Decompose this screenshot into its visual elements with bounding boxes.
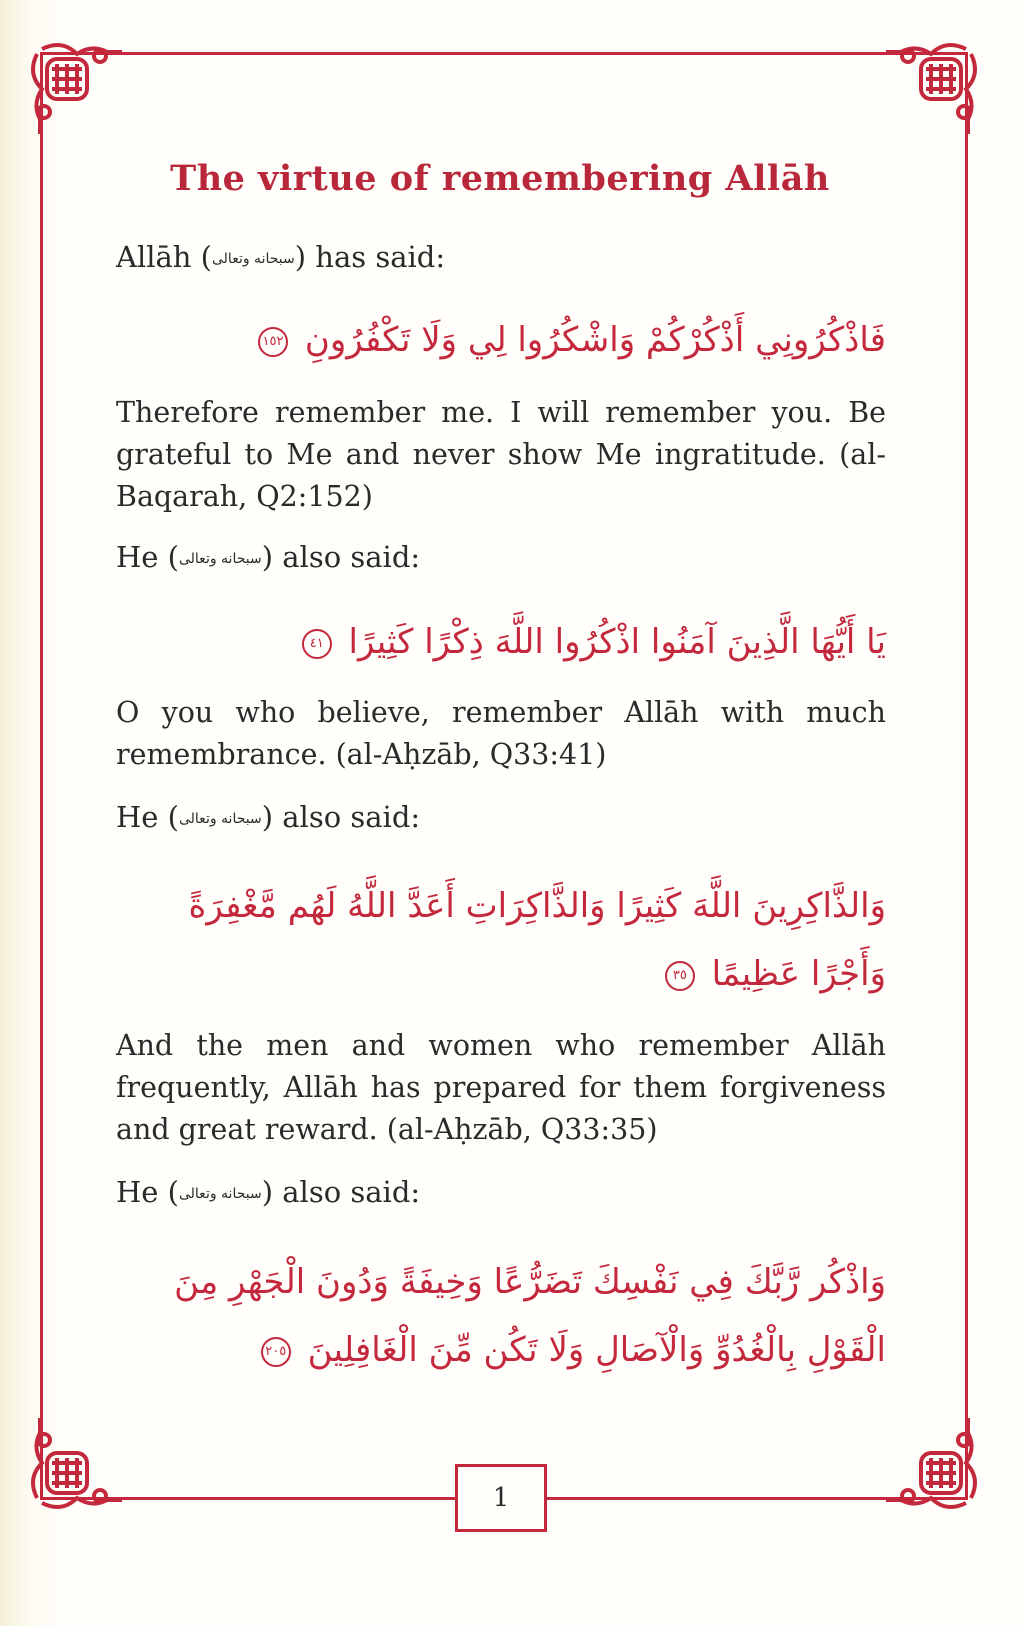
ayah-number: ٣٥ bbox=[665, 961, 695, 991]
intro-text: ) also said: bbox=[261, 1175, 421, 1209]
intro-text: ) also said: bbox=[261, 540, 421, 574]
section-intro bbox=[116, 240, 886, 274]
honorific: سبحانه وتعالى bbox=[178, 1186, 262, 1202]
ayah-number: ١٥٢ bbox=[258, 327, 288, 357]
page-number: 1 bbox=[455, 1464, 547, 1532]
intro-text: ) also said: bbox=[261, 800, 421, 834]
corner-ornament-icon bbox=[886, 34, 986, 134]
corner-ornament-icon bbox=[886, 1418, 986, 1518]
honorific: سبحانه وتعالى bbox=[212, 251, 295, 267]
verse-text: يَا أَيُّهَا الَّذِينَ آمَنُوا اذْكُرُوا اللَّهَ ذِكْرًا كَثِيرًا bbox=[348, 622, 886, 662]
intro-text: He ( bbox=[116, 1175, 179, 1209]
ayah-number: ٤١ bbox=[302, 629, 332, 659]
page-title: The virtue of remembering Allāh bbox=[170, 158, 830, 199]
honorific: سبحانه وتعالى bbox=[178, 811, 262, 827]
verse-text: فَاذْكُرُونِي أَذْكُرْكُمْ وَاشْكُرُوا لِي وَلَا تَكْفُرُونِ bbox=[304, 320, 886, 360]
translation: And the men and women who remember Allāh frequently, Allāh has prepared for them forgiveness and great reward. (al-Aḥzāb, Q33:35) bbox=[116, 1029, 886, 1146]
corner-ornament-icon bbox=[22, 34, 122, 134]
intro-text: He ( bbox=[116, 540, 179, 574]
intro-text: He ( bbox=[116, 800, 179, 834]
verse-text: وَالذَّاكِرِينَ اللَّهَ كَثِيرًا وَالذَّاكِرَاتِ أَعَدَّ اللَّهُ لَهُم مَّغْفِرَةً وَأَجْرًا عَظِيمًا bbox=[188, 886, 886, 994]
quran-verse bbox=[116, 608, 886, 676]
translation: O you who believe, remember Allāh with much remembrance. (al-Aḥzāb, Q33:41) bbox=[116, 696, 886, 771]
intro-text: Allāh ( bbox=[116, 240, 212, 274]
section-intro bbox=[116, 540, 886, 574]
verse-text: وَاذْكُر رَّبَّكَ فِي نَفْسِكَ تَضَرُّعًا وَخِيفَةً وَدُونَ الْجَهْرِ مِنَ الْقَوْلِ بِالْغُدُوِّ وَالْآصَالِ وَلَا تَكُن مِّنَ الْغَافِلِينَ bbox=[174, 1262, 886, 1370]
quran-verse bbox=[116, 872, 886, 1008]
translation: Therefore remember me. I will remember you. Be grateful to Me and never show Me ingratitude. (al-Baqarah, Q2:152) bbox=[116, 396, 886, 513]
intro-text: ) has said: bbox=[294, 240, 446, 274]
ayah-number: ٢٠٥ bbox=[261, 1337, 291, 1367]
corner-ornament-icon bbox=[22, 1418, 122, 1518]
section-intro bbox=[116, 1175, 886, 1209]
quran-verse bbox=[116, 1248, 886, 1384]
quran-verse bbox=[116, 306, 886, 374]
honorific: سبحانه وتعالى bbox=[178, 551, 262, 567]
section-intro bbox=[116, 800, 886, 834]
